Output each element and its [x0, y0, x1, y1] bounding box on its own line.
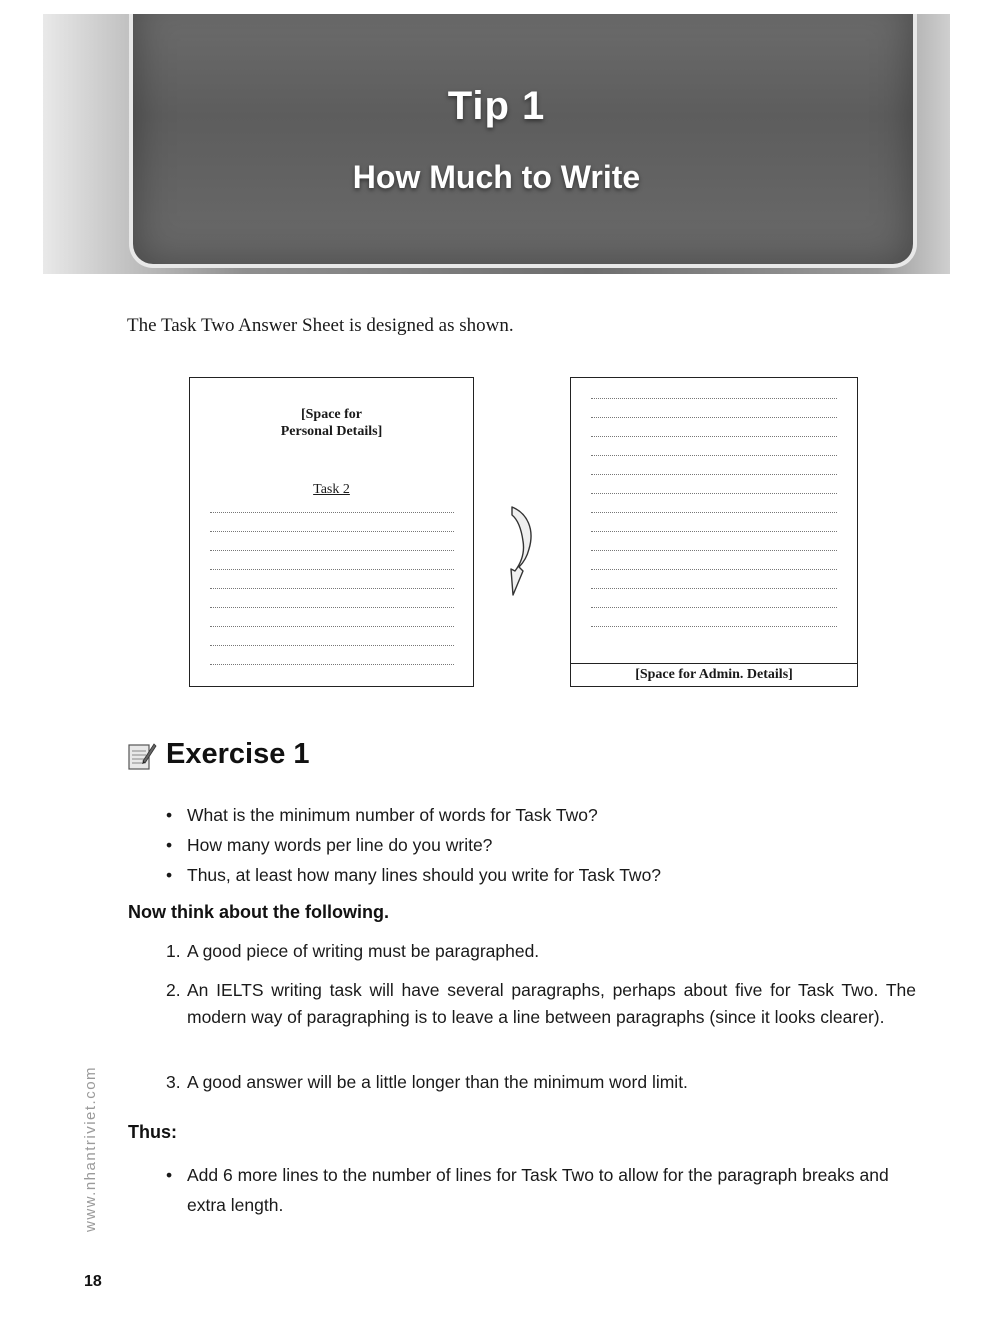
- notepad-pencil-icon: [127, 739, 157, 771]
- think-heading: Now think about the following.: [128, 902, 389, 922]
- intro-text: The Task Two Answer Sheet is designed as shown.: [127, 315, 514, 336]
- dotted-line: [591, 398, 837, 399]
- dotted-line: [210, 588, 454, 589]
- dotted-line: [591, 455, 837, 456]
- dotted-line: [591, 474, 837, 475]
- page-turn-arrow-icon: [505, 505, 537, 597]
- personal-details-line-1: [Space for: [300, 407, 363, 422]
- dotted-line: [210, 626, 454, 627]
- watermark: www.nhantriviet.com: [82, 1065, 99, 1232]
- item-text: A good answer will be a little longer than the minimum word limit.: [187, 1072, 688, 1092]
- dotted-line: [591, 550, 837, 551]
- dotted-line: [591, 588, 837, 589]
- dotted-line: [210, 550, 454, 551]
- dotted-line: [591, 512, 837, 513]
- task-2-label: Task 2: [313, 482, 350, 497]
- list-item: • Thus, at least how many lines should you write for Task Two?: [166, 860, 661, 890]
- tip-subtitle: How Much to Write: [352, 159, 641, 195]
- page-number: 18: [84, 1273, 102, 1290]
- numbered-list: [166, 1069, 916, 1096]
- dotted-line: [591, 417, 837, 418]
- dotted-line: [210, 664, 454, 665]
- dotted-line: [210, 645, 454, 646]
- list-item: • Add 6 more lines to the number of lines for Task Two to allow for the paragraph breaks and extra length.: [166, 1160, 906, 1220]
- list-item: • What is the minimum number of words for Task Two?: [166, 800, 661, 830]
- answer-sheet-page-1: [189, 377, 474, 687]
- thus-heading: Thus:: [128, 1122, 177, 1142]
- tip-title: Tip 1: [447, 84, 546, 128]
- list-item: • How many words per line do you write?: [166, 830, 661, 860]
- banner-panel: [129, 14, 917, 268]
- dotted-line: [591, 493, 837, 494]
- item-text: A good piece of writing must be paragraphed.: [187, 941, 540, 961]
- list-item: [166, 938, 916, 965]
- dotted-line: [591, 626, 837, 627]
- answer-sheet-page-2: [570, 377, 858, 687]
- item-number: 1.: [166, 941, 181, 961]
- dotted-line: [591, 436, 837, 437]
- list-item: [166, 977, 916, 1031]
- dotted-line: [210, 531, 454, 532]
- personal-details-label: [190, 406, 473, 440]
- dotted-line: [210, 512, 454, 513]
- dotted-line: [591, 531, 837, 532]
- dotted-line: [210, 569, 454, 570]
- dotted-line: [210, 607, 454, 608]
- dotted-line: [591, 607, 837, 608]
- item-number: 3.: [166, 1072, 181, 1092]
- exercise-questions: [166, 800, 661, 890]
- list-item: [166, 1069, 916, 1096]
- personal-details-line-2: Personal Details]: [280, 424, 383, 439]
- item-text: An IELTS writing task will have several paragraphs, perhaps about five for Task Two. The modern way of paragraphing is to leave a line between paragraphs (since it looks clearer).: [187, 980, 916, 1027]
- admin-details-label: [Space for Admin. Details]: [571, 663, 857, 686]
- numbered-list: [166, 938, 916, 965]
- numbered-list: [166, 977, 916, 1031]
- dotted-line: [591, 569, 837, 570]
- exercise-title: Exercise 1: [166, 738, 310, 770]
- item-number: 2.: [166, 980, 181, 1000]
- header-banner: [43, 14, 950, 274]
